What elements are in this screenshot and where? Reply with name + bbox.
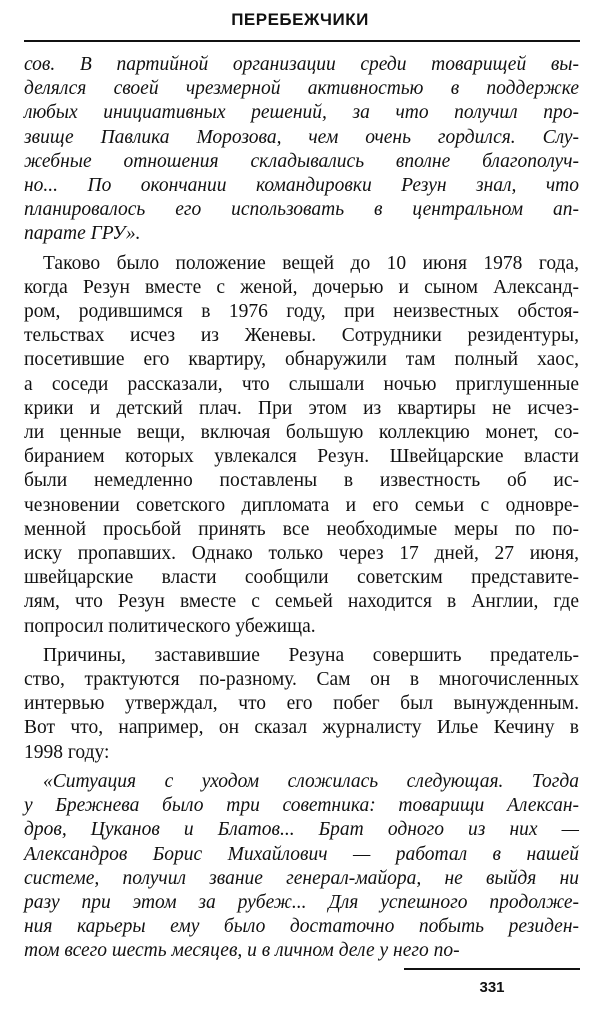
text-line: Таково было положение вещей до 10 июня 1978 года, bbox=[43, 252, 579, 274]
text-line: парате ГРУ». bbox=[24, 223, 141, 245]
text-line: швейцарские власти сообщили советским представите- bbox=[24, 567, 579, 589]
text-line: жебные отношения складывались вполне благополуч- bbox=[24, 150, 579, 172]
text-line: тельствах исчез из Женевы. Сотрудники резидентуры, bbox=[24, 325, 579, 347]
text-line: сов. В партийной организации среди товарищей вы- bbox=[24, 54, 579, 75]
text-line: когда Резун вместе с женой, дочерью и сыном Александ- bbox=[24, 276, 579, 298]
text-line: разу при этом за рубеж... Для успешного продолже- bbox=[24, 891, 579, 913]
text-line: лям, что Резун вместе с семьей находится в Англии, где bbox=[24, 591, 579, 613]
paragraph bbox=[24, 644, 579, 765]
paragraph bbox=[24, 770, 579, 964]
text-line: интервью утверждал, что его побег был вынужденным. bbox=[24, 693, 579, 715]
header-rule bbox=[24, 40, 580, 42]
paragraph bbox=[24, 53, 579, 247]
text-line: делялся своей чрезмерной активностью в поддержке bbox=[24, 78, 579, 100]
text-line: «Ситуация с уходом сложилась следующая. Тогда bbox=[43, 770, 579, 792]
text-line: ство, трактуются по-разному. Сам он в многочисленных bbox=[24, 669, 579, 691]
text-line: были немедленно поставлены в известность об ис- bbox=[24, 470, 579, 492]
text-line: ли ценные вещи, включая большую коллекцию монет, со- bbox=[24, 422, 579, 444]
text-line: чезновении советского дипломата и его семьи с одновре- bbox=[24, 494, 579, 516]
text-line: биранием которых увлекался Резун. Швейцарские власти bbox=[24, 446, 579, 468]
running-header: ПЕРЕБЕЖЧИКИ bbox=[231, 10, 369, 29]
text-line: ром, родившимся в 1976 году, при неизвестных обстоя- bbox=[24, 301, 579, 323]
text-line: менной просьбой принять все необходимые меры по по- bbox=[24, 518, 579, 540]
text-line: планировалось его использовать в центральном ап- bbox=[24, 199, 579, 221]
text-line: попросил политического убежища. bbox=[24, 615, 316, 637]
text-line: дров, Цуканов и Блатов... Брат одного из них — bbox=[24, 819, 579, 841]
text-line: Вот что, например, он сказал журналисту Илье Кечину в bbox=[24, 717, 579, 739]
text-line: иску пропавших. Однако только через 17 дней, 27 июня, bbox=[24, 543, 579, 565]
text-line: у Брежнева было три советника: товарищи Алексан- bbox=[24, 795, 579, 817]
paragraph bbox=[24, 252, 579, 639]
text-line: звище Павлика Морозова, чем очень гордился. Слу- bbox=[24, 126, 579, 148]
text-line: 1998 году: bbox=[24, 741, 110, 763]
text-line: а соседи рассказали, что слышали ночью приглушенные bbox=[24, 373, 579, 395]
footer-rule bbox=[404, 968, 580, 970]
text-line: системе, получил звание генерал-майора, не выйдя ни bbox=[24, 867, 579, 889]
text-line: Александров Борис Михайлович — работал в нашей bbox=[24, 843, 579, 865]
text-line: крики и детский плач. При этом из квартиры не исчез- bbox=[24, 397, 579, 419]
text-line: посетившие его квартиру, обнаружили там полный хаос, bbox=[24, 349, 579, 371]
page-number: 331 bbox=[479, 979, 505, 996]
text-line: том всего шесть месяцев, и в личном деле у него по- bbox=[24, 940, 460, 962]
text-line: Причины, заставившие Резуна совершить предатель- bbox=[43, 644, 579, 666]
text-line: но... По окончании командировки Резун знал, что bbox=[24, 175, 579, 197]
text-line: любых инициативных решений, за что получил про- bbox=[24, 102, 579, 124]
text-line: ния карьеры ему было достаточно побыть резиден- bbox=[24, 916, 579, 938]
page-body bbox=[24, 53, 579, 964]
